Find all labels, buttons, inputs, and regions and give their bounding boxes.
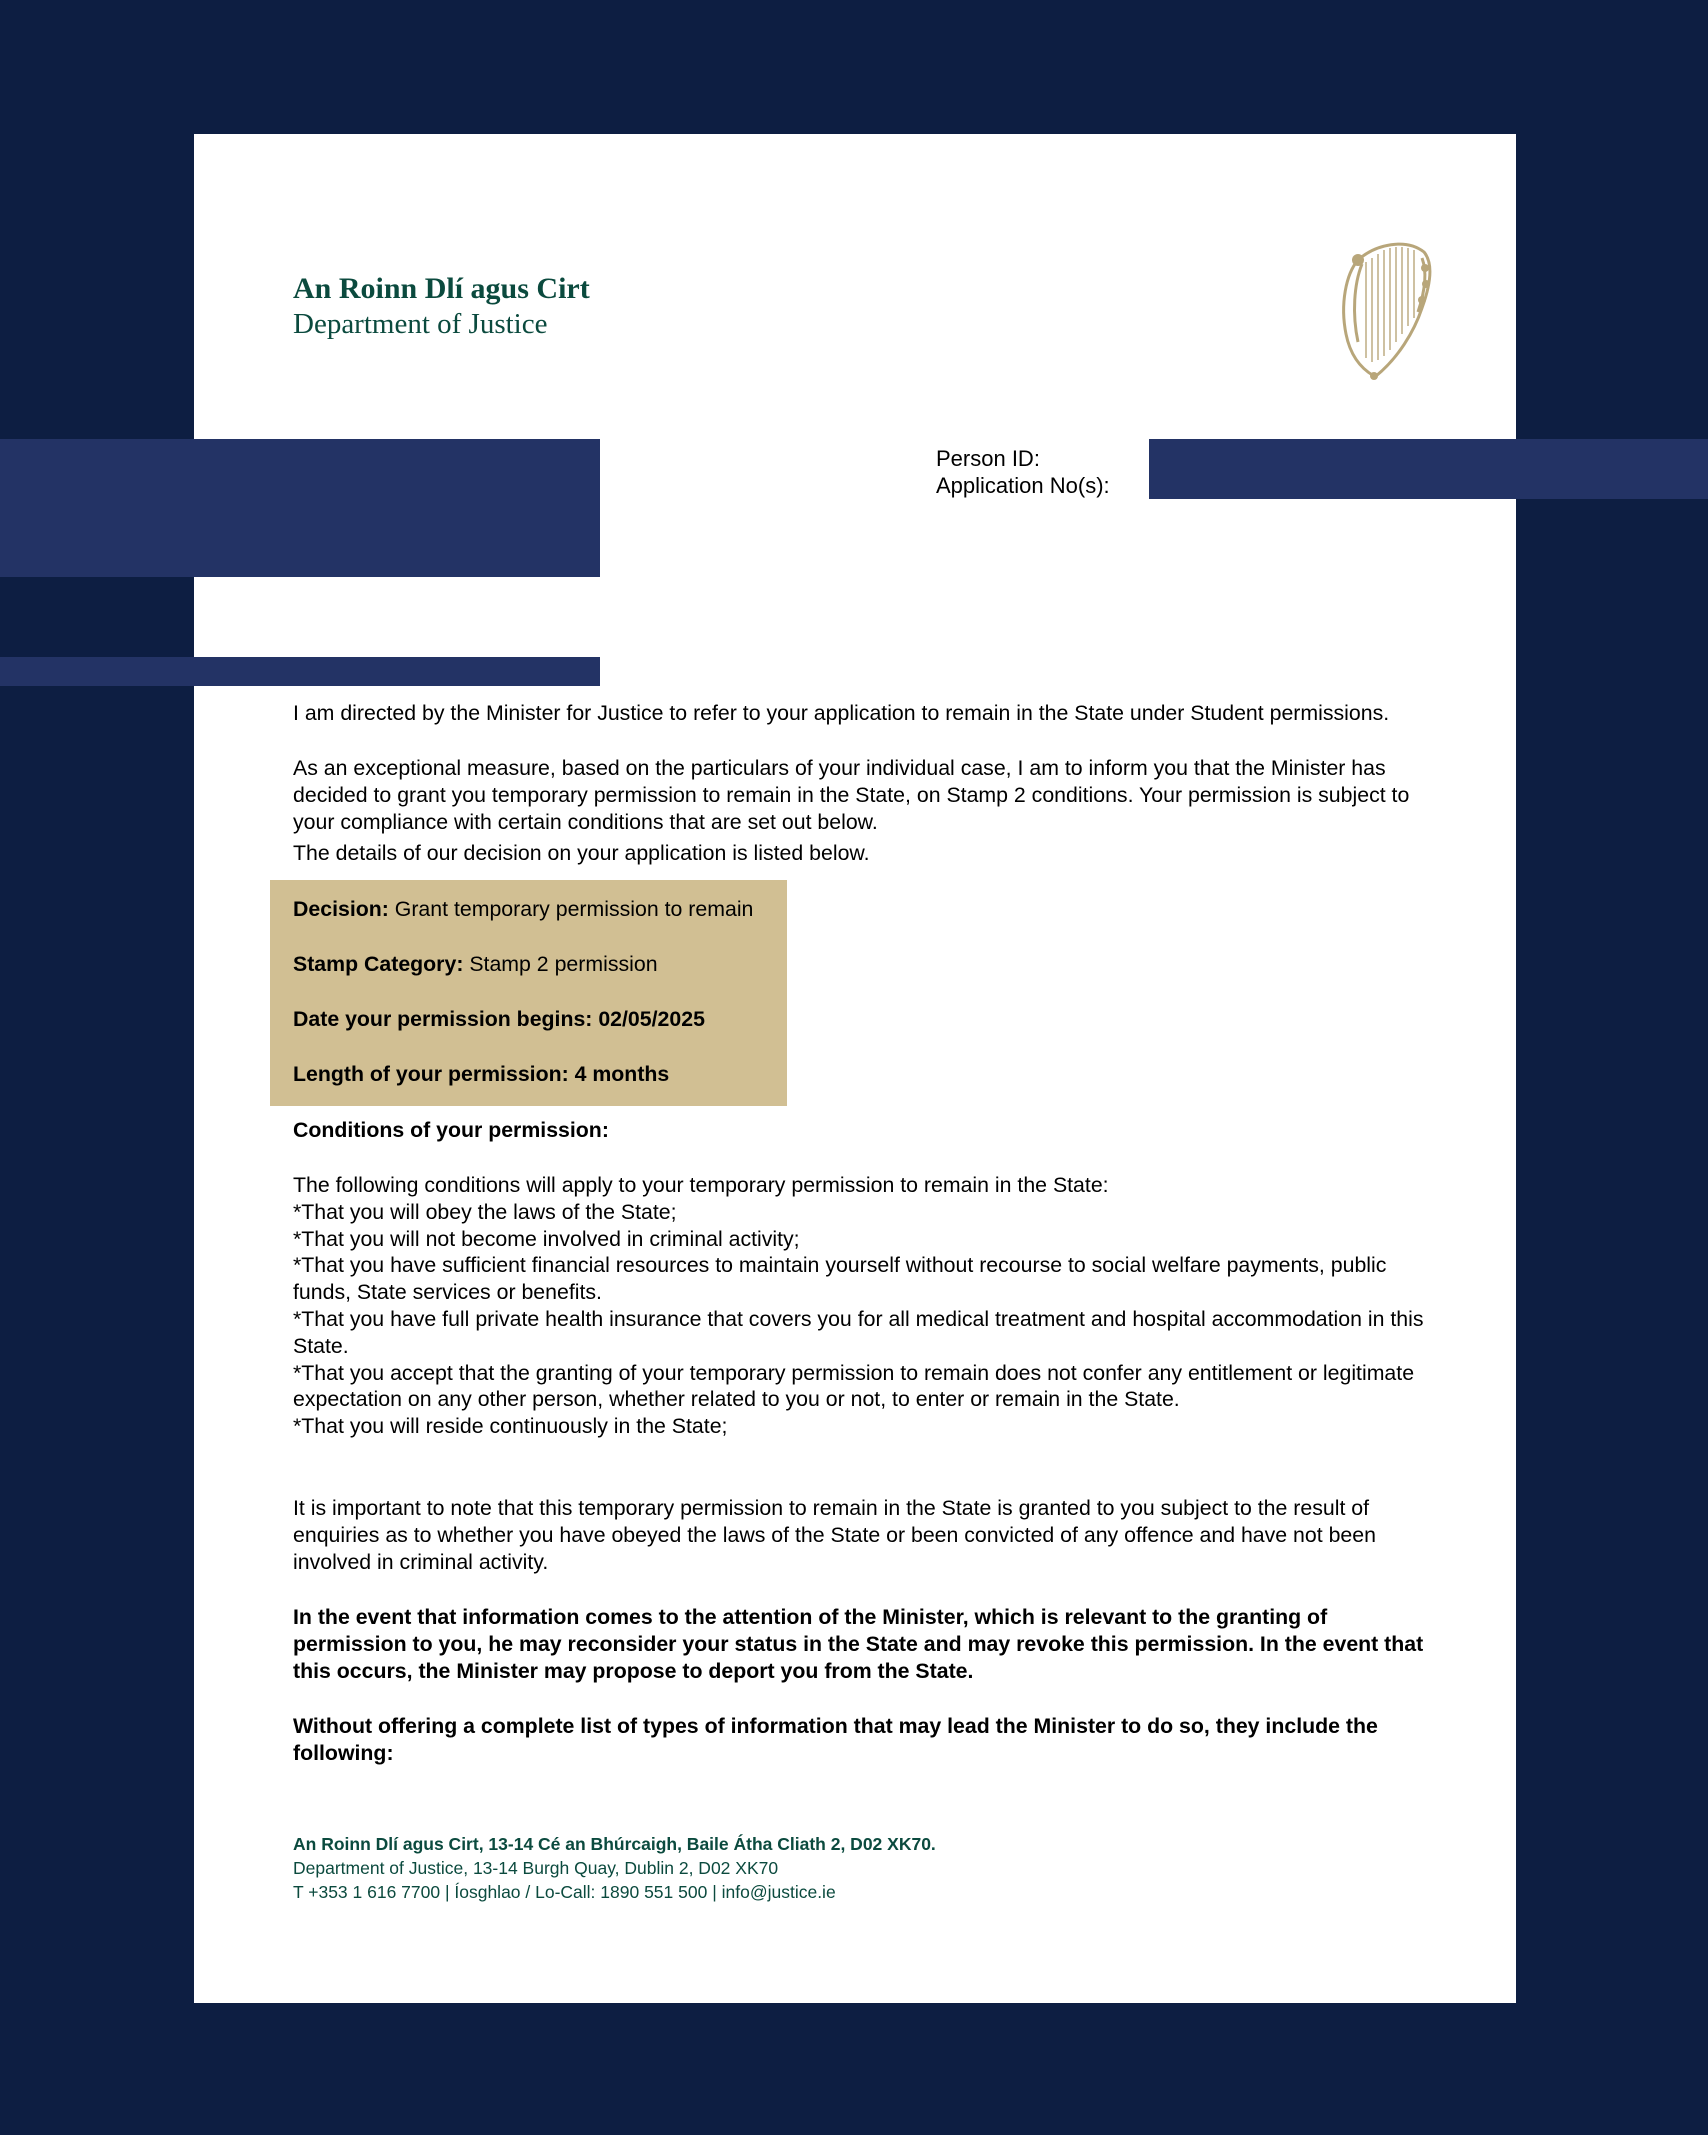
exceptional-measure-paragraph: As an exceptional measure, based on the particulars of your individual case, I am to inform you that the Minister has decided to grant you temporary permission to remain in the State, on Stamp 2 conditions. Your permission is subject to your compliance with certain conditions that are set out below. [293,756,1410,834]
decision-label: Decision: [293,897,389,921]
decision-value: Grant temporary permission to remain [388,897,754,921]
details-intro-paragraph: The details of our decision on your application is listed below. [293,841,870,865]
redaction-address-block [0,439,600,577]
decision-line [293,896,753,923]
dept-name-irish: An Roinn Dlí agus Cirt [293,272,590,305]
condition-item: *That you will obey the laws of the State; [293,1199,677,1224]
stamp-category-label: Stamp Category: [293,952,464,976]
revocation-paragraph: In the event that information comes to the attention of the Minister, which is relevant to the granting of permission to you, he may reconsider your status in the State and may revoke this permission. In the event that this occurs, the Minister may propose to deport you from the State. [293,1605,1424,1683]
information-list-intro: Without offering a complete list of types of information that may lead the Minister to do so, they include the following: [293,1714,1378,1765]
permission-length: Length of your permission: 4 months [293,1062,670,1086]
footer-address-irish: An Roinn Dlí agus Cirt, 13-14 Cé an Bhúrcaigh, Baile Átha Cliath 2, D02 XK70. [293,1834,936,1854]
person-id-label: Person ID: [936,446,1040,471]
harp-icon [1336,234,1436,382]
stamp-category-value: Stamp 2 permission [463,952,658,976]
footer-contact: T +353 1 616 7700 | Íosghlao / Lo-Call: 1890 551 500 | info@justice.ie [293,1882,836,1902]
dept-name-english: Department of Justice [293,308,548,340]
redaction-reference [1149,439,1708,499]
important-note-paragraph: It is important to note that this temporary permission to remain in the State is granted to you subject to the result of enquiries as to whether you have obeyed the laws of the State or been convicted of any offence and have not been involved in criminal activity. [293,1496,1376,1574]
application-number-label: Application No(s): [936,473,1110,498]
conditions-intro: The following conditions will apply to your temporary permission to remain in the State: [293,1173,1109,1197]
footer-address-english: Department of Justice, 13-14 Burgh Quay, Dublin 2, D02 XK70 [293,1858,779,1878]
condition-item: *That you will reside continuously in the State; [293,1414,728,1439]
conditions-heading: Conditions of your permission: [293,1118,609,1142]
condition-item: *That you have full private health insurance that covers you for all medical treatment and hospital accommodation in this State. [293,1306,1424,1358]
intro-paragraph: I am directed by the Minister for Justice to refer to your application to remain in the State under Student permissions. [293,701,1390,725]
condition-item: *That you will not become involved in criminal activity; [293,1226,800,1251]
redaction-address-line [0,657,600,686]
stamp-category-line [293,951,658,978]
condition-item: *That you have sufficient financial resources to maintain yourself without recourse to social welfare payments, public funds, State services or benefits. [293,1253,1387,1305]
condition-item: *That you accept that the granting of your temporary permission to remain does not confer any entitlement or legitimate expectation on any other person, whether related to you or not, to enter or remain in the State. [293,1360,1415,1412]
conditions-list [293,1172,1443,1440]
permission-start-date: Date your permission begins: 02/05/2025 [293,1007,705,1031]
